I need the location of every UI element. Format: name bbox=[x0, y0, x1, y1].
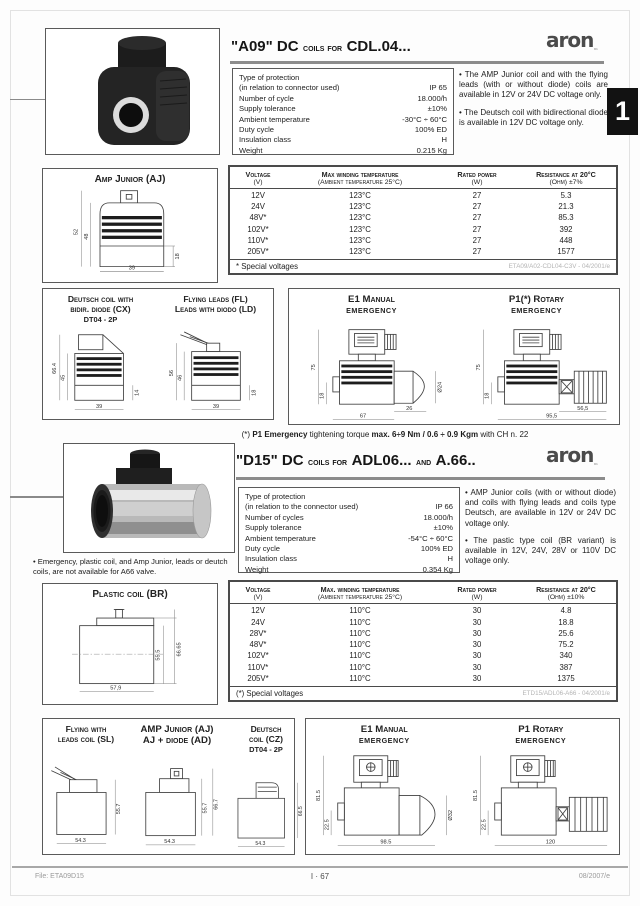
dim-label: 98.5 bbox=[380, 839, 392, 846]
dim-label: 57,9 bbox=[110, 685, 122, 692]
d15-title-rule bbox=[236, 477, 605, 480]
note-paragraph: • The Deutsch coil with bidirectional diode is available in 12V DC voltage only. bbox=[459, 107, 608, 127]
dim-label: 22.5 bbox=[481, 819, 488, 831]
cx-fl-box bbox=[42, 288, 274, 420]
sl-column bbox=[43, 719, 129, 854]
cz-title-2: coil (CZ) bbox=[249, 734, 283, 744]
col-header: Resistance at 20°C (Ohm) ±7% bbox=[536, 170, 596, 186]
table-row: 28V* 110°C 30 25.6 bbox=[249, 628, 574, 638]
a09-title-small: coils for bbox=[303, 42, 343, 54]
br-drawing-box bbox=[42, 583, 218, 705]
dim-label: 95,5 bbox=[545, 413, 557, 420]
aj-drawing bbox=[55, 185, 205, 277]
dim-label: 55.7 bbox=[202, 802, 209, 814]
spec-row bbox=[239, 135, 447, 145]
spec-value: 100% ED bbox=[420, 544, 453, 554]
dim-label: Ø24 bbox=[436, 381, 443, 393]
spec-value: -30°C ÷ 60°C bbox=[402, 114, 447, 124]
spec-label: Supply tolerance bbox=[245, 523, 302, 533]
dim-label: 66.5 bbox=[297, 806, 304, 817]
cz-connector-code: DT04 - 2P bbox=[249, 745, 283, 754]
d15-coil-photo bbox=[64, 444, 234, 552]
ad-title-2: AJ + diode (AD) bbox=[142, 735, 212, 746]
br-box-title: Plastic coil (BR) bbox=[92, 589, 168, 600]
spec-row bbox=[239, 104, 447, 114]
spec-label: Number of cycle bbox=[239, 93, 294, 103]
dim-label: 45 bbox=[59, 374, 66, 381]
table-row: 48V* 123°C 27 85.3 bbox=[249, 213, 574, 223]
dim-label: 52 bbox=[73, 228, 80, 236]
note-paragraph: • The pastic type coil (BR variant) is available in 12V, 24V, 28V or 110V DC voltage only. bbox=[465, 535, 616, 566]
spec-value: H bbox=[441, 135, 447, 145]
col-header: Voltage (V) bbox=[245, 170, 271, 186]
spec-label: Insulation class bbox=[239, 135, 291, 145]
spec-label: Number of cycles bbox=[245, 512, 304, 522]
dim-label: 18 bbox=[483, 392, 490, 399]
cx-title-2: bidir. diode (CX) bbox=[70, 304, 131, 314]
cz-title-1: Deutsch bbox=[250, 724, 282, 734]
table-row: 102V* 110°C 30 340 bbox=[247, 651, 573, 661]
doc-code: ETA09/A02-CDL04-C3V - 04/2001/e bbox=[508, 263, 610, 270]
dim-label: Ø32 bbox=[448, 809, 455, 821]
e1-subtitle: EMERGENCY bbox=[346, 306, 397, 315]
sl-title-1: Flying with bbox=[65, 724, 107, 734]
dim-label: 66.4 bbox=[51, 362, 58, 374]
spec-label: Weight bbox=[245, 564, 269, 574]
d15-notes bbox=[465, 488, 616, 573]
dim-label: 120 bbox=[545, 839, 555, 846]
dim-label: 26 bbox=[405, 405, 412, 412]
dim-label: 48 bbox=[83, 233, 90, 240]
chapter-tab bbox=[607, 88, 638, 135]
cz-drawing bbox=[225, 772, 307, 854]
spec-value: 0.354 Kg bbox=[422, 564, 453, 574]
spec-row bbox=[245, 544, 453, 554]
d15-title-code2: A.66.. bbox=[435, 452, 476, 469]
aron-logo-text: aron bbox=[546, 443, 594, 467]
dim-label: 75 bbox=[310, 364, 317, 371]
spec-label: Insulation class bbox=[245, 554, 297, 564]
table-row: 110V* 110°C 30 387 bbox=[247, 662, 573, 672]
a09-title-main: "A09" DC bbox=[231, 38, 299, 55]
spec-row bbox=[239, 73, 447, 83]
spec-row bbox=[239, 115, 447, 125]
d15-coil-photo-frame bbox=[63, 443, 235, 553]
footer-file: File: ETA09D15 bbox=[35, 873, 84, 880]
dim-label: 56,5 bbox=[576, 405, 588, 412]
e1-manual-drawing-2 bbox=[308, 752, 460, 854]
aron-logo bbox=[546, 30, 598, 61]
d15-title-main: "D15" DC bbox=[236, 452, 304, 469]
spec-row bbox=[239, 146, 447, 156]
footer-page-number: I · 67 bbox=[310, 872, 330, 881]
dim-label: 22.5 bbox=[324, 819, 331, 831]
a09-notes bbox=[459, 70, 608, 135]
dim-label: 54.3 bbox=[75, 837, 86, 844]
dim-label: 66.7 bbox=[213, 799, 220, 810]
spec-row bbox=[245, 554, 453, 564]
e1-manual-drawing bbox=[292, 324, 452, 424]
dim-label: 14 bbox=[133, 389, 140, 396]
table-row: 24V 123°C 27 21.3 bbox=[251, 202, 574, 212]
table-header bbox=[230, 582, 616, 604]
d15-emergency-box bbox=[305, 718, 620, 855]
dim-label: 46 bbox=[176, 374, 183, 381]
spec-label: Duty cycle bbox=[239, 125, 275, 135]
aron-logo-2 bbox=[546, 445, 598, 476]
dim-label: 55.5 bbox=[155, 649, 162, 661]
col-header: Voltage (V) bbox=[245, 585, 271, 601]
fl-column bbox=[158, 289, 273, 419]
fl-title-1: Flying leads (FL) bbox=[183, 294, 248, 304]
dim-label: 75 bbox=[475, 364, 482, 371]
p1-rotary-drawing-2 bbox=[465, 752, 617, 854]
e1-title: E1 Manual bbox=[348, 294, 395, 305]
table-footnote: * Special voltages bbox=[236, 262, 298, 271]
margin-tick-1 bbox=[10, 99, 45, 100]
d15-title-code: ADL06... bbox=[351, 452, 412, 469]
trademark-mark: ™ bbox=[593, 48, 599, 54]
table-row: 102V* 123°C 27 392 bbox=[247, 224, 573, 234]
e1-subtitle-2: EMERGENCY bbox=[358, 736, 410, 745]
ad-column bbox=[129, 719, 225, 854]
a09-title bbox=[231, 38, 411, 56]
spec-row bbox=[239, 125, 447, 135]
spec-label: Ambient temperature bbox=[239, 114, 310, 124]
p1-column bbox=[454, 289, 619, 424]
spec-label: Duty cycle bbox=[245, 544, 281, 554]
cx-connector-code: DT04 - 2P bbox=[83, 315, 118, 324]
torque-note: (*) P1 Emergency tightening torque max. 6÷9 Nm / 0.6 ÷ 0.9 Kgm with CH n. 22 bbox=[241, 430, 529, 439]
dim-label: 39 bbox=[95, 403, 102, 410]
spec-label: (in relation to connector used) bbox=[239, 83, 340, 93]
dim-label: 18 bbox=[174, 253, 181, 260]
p1-title-2: P1 Rotary bbox=[518, 724, 564, 735]
dim-label: 18 bbox=[318, 392, 325, 399]
aj-drawing-box bbox=[42, 168, 218, 283]
spec-value: -54°C ÷ 60°C bbox=[408, 533, 453, 543]
fl-drawing bbox=[163, 331, 269, 419]
d15-spec-table bbox=[238, 487, 460, 573]
sl-title-2: leads coil (SL) bbox=[57, 734, 115, 744]
spec-row bbox=[245, 492, 453, 502]
dim-label: 39 bbox=[128, 265, 135, 272]
spec-value: 18.000/h bbox=[417, 93, 447, 103]
p1-subtitle-2: EMERGENCY bbox=[515, 736, 567, 745]
table-footnote: (*) Special voltages bbox=[236, 689, 304, 698]
a09-spec-table bbox=[232, 68, 454, 155]
a09-coil-photo bbox=[46, 29, 219, 154]
spec-row bbox=[245, 513, 453, 523]
spec-label: Type of protection bbox=[245, 492, 306, 501]
table-footer bbox=[230, 259, 616, 273]
p1-rotary-drawing bbox=[457, 324, 617, 424]
spec-value: ±10% bbox=[427, 104, 447, 114]
table-row: 205V* 123°C 27 1577 bbox=[247, 246, 575, 256]
sl-drawing bbox=[44, 762, 128, 854]
margin-tick-2 bbox=[10, 496, 63, 498]
ad-title-1: AMP Junior (AJ) bbox=[140, 724, 214, 735]
a09-title-rule bbox=[230, 61, 604, 64]
dim-label: 54.3 bbox=[164, 838, 176, 845]
table-row: 205V* 110°C 30 1375 bbox=[247, 673, 575, 683]
spec-label: Ambient temperature bbox=[245, 533, 316, 543]
table-body bbox=[230, 189, 616, 259]
spec-value: ±10% bbox=[433, 523, 453, 533]
cx-title-1: Deutsch coil with bbox=[67, 294, 134, 304]
a09-title-code: CDL.04... bbox=[346, 38, 411, 55]
p1-subtitle: EMERGENCY bbox=[511, 306, 562, 315]
spec-value: H bbox=[447, 554, 453, 564]
table-row: 110V* 123°C 27 448 bbox=[247, 235, 573, 245]
spec-row bbox=[245, 502, 453, 512]
col-header: Max winding temperature (Ambient temperature 25°C) bbox=[317, 170, 403, 186]
dim-label: 18 bbox=[250, 389, 257, 396]
d15-title-small: coils for bbox=[308, 456, 348, 468]
dim-label: 67 bbox=[359, 413, 366, 420]
a66-availability-note: • Emergency, plastic coil, and Amp Junior, leads or deutch coils, are not available for A66 valve. bbox=[33, 557, 228, 576]
dim-label: 81.5 bbox=[472, 789, 479, 801]
dim-label: 66.65 bbox=[176, 642, 183, 657]
spec-row bbox=[245, 534, 453, 544]
col-header: Rated power (W) bbox=[457, 170, 497, 186]
br-drawing bbox=[55, 600, 205, 695]
d15-voltage-table bbox=[228, 580, 618, 702]
aj-box-title: Amp Junior (AJ) bbox=[94, 174, 166, 185]
e1-title-2: E1 Manual bbox=[360, 724, 408, 735]
fl-title-2: Leads with diodo (LD) bbox=[174, 304, 257, 314]
trademark-mark: ™ bbox=[593, 463, 599, 469]
e1-column bbox=[289, 289, 454, 424]
spec-row bbox=[245, 565, 453, 575]
table-row: 12V 123°C 27 5.3 bbox=[251, 191, 572, 201]
col-header: Rated power (W) bbox=[457, 585, 497, 601]
spec-label: Weight bbox=[239, 145, 263, 155]
footer-date: 08/2007/e bbox=[578, 873, 610, 880]
p1-title: P1(*) Rotary bbox=[508, 294, 565, 305]
e1-column-2 bbox=[306, 719, 463, 854]
spec-row bbox=[245, 523, 453, 533]
ad-drawing bbox=[132, 764, 222, 854]
note-paragraph: • AMP Junior coils (with or without diode) and coils with flying leads and coils type Deutsch, are available in 12V or 24V DC voltage only. bbox=[465, 488, 616, 528]
table-row: 48V* 110°C 30 75.2 bbox=[249, 640, 574, 649]
p1-column-2 bbox=[463, 719, 620, 854]
table-header bbox=[230, 167, 616, 189]
doc-code: ETD15/ADL06-A66 - 04/2001/e bbox=[522, 690, 610, 697]
footer-rule bbox=[12, 866, 628, 868]
col-header: Resistance at 20°C (Ohm) ±10% bbox=[536, 585, 596, 601]
table-footer bbox=[230, 686, 616, 700]
chapter-number: 1 bbox=[614, 96, 631, 126]
table-body bbox=[230, 604, 616, 686]
spec-value: 18.000/h bbox=[423, 512, 453, 522]
dim-label: 81.5 bbox=[316, 789, 323, 801]
spec-row bbox=[239, 83, 447, 93]
sl-ad-cz-box bbox=[42, 718, 304, 855]
spec-value: IP 66 bbox=[435, 502, 453, 512]
d15-title-and: and bbox=[416, 456, 432, 468]
col-header: Max. winding temperature (Ambient temperature 25°C) bbox=[317, 585, 403, 601]
spec-value: IP 65 bbox=[429, 83, 447, 93]
dim-label: 55.7 bbox=[115, 803, 122, 815]
dim-label: 54.3 bbox=[255, 840, 266, 847]
note-paragraph: • The AMP Junior coil and with the flying leads (with or without diode) coils are available in 12V or 24V DC voltage only. bbox=[459, 70, 608, 100]
spec-value: 100% ED bbox=[414, 125, 447, 135]
a09-voltage-table bbox=[228, 165, 618, 275]
spec-label: Type of protection bbox=[239, 73, 300, 82]
d15-title bbox=[236, 452, 476, 470]
dim-label: 56 bbox=[168, 370, 175, 377]
spec-label: (in relation to the connector used) bbox=[245, 502, 359, 512]
a09-coil-photo-frame bbox=[45, 28, 220, 155]
spec-row bbox=[239, 94, 447, 104]
dim-label: 39 bbox=[212, 403, 219, 410]
aron-logo-text: aron bbox=[546, 28, 594, 52]
spec-value: 0.215 Kg bbox=[416, 145, 447, 155]
cz-column bbox=[225, 719, 307, 854]
cx-column bbox=[43, 289, 158, 419]
table-row: 12V 110°C 30 4.8 bbox=[251, 606, 572, 616]
table-row: 24V 110°C 30 18.8 bbox=[251, 617, 574, 627]
spec-label: Supply tolerance bbox=[239, 104, 296, 114]
cx-drawing bbox=[48, 331, 154, 419]
a09-emergency-box bbox=[288, 288, 620, 425]
